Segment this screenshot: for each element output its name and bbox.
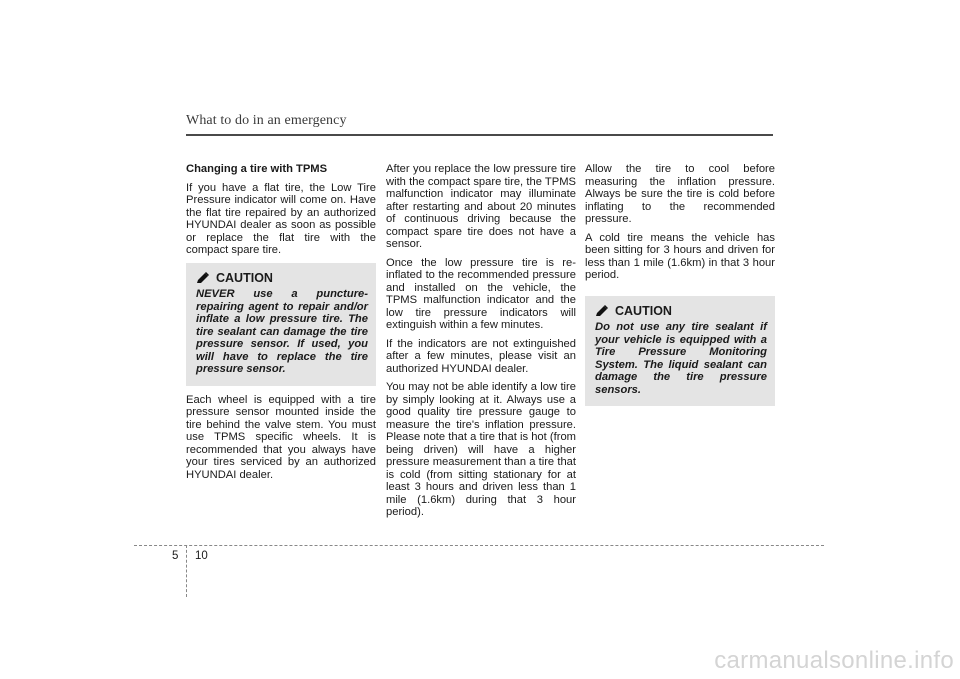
caution-header bbox=[595, 305, 767, 318]
paragraph: If the indicators are not extinguished after a few minutes, please visit an authorized HYUNDAI dealer. bbox=[386, 337, 576, 375]
paragraph: A cold tire means the vehicle has been sitting for 3 hours and driven for less than 1 mile (1.6km) in that 3 hour period. bbox=[585, 231, 775, 281]
footer-divider bbox=[186, 545, 187, 597]
paragraph: Once the low pressure tire is re-inflated to the recommended pressure and installed on the vehicle, the TPMS malfunction indicator and the low tire pressure indicators will extinguish within a few minutes. bbox=[386, 256, 576, 331]
column-2 bbox=[386, 163, 576, 525]
caution-box bbox=[186, 263, 376, 386]
column-3 bbox=[585, 163, 775, 414]
section-heading: Changing a tire with TPMS bbox=[186, 163, 328, 175]
column-1 bbox=[186, 163, 376, 487]
caution-header bbox=[196, 272, 368, 285]
paragraph: Allow the tire to cool before measuring the inflation pressure. Always be sure the tire is cold before inflating to the recommended pressure. bbox=[585, 163, 775, 225]
chapter-number: 5 bbox=[172, 550, 179, 562]
caution-box bbox=[585, 296, 775, 407]
caution-label: CAUTION bbox=[216, 270, 273, 285]
paragraph: Each wheel is equipped with a tire pressure sensor mounted inside the tire behind the valve stem. You must use TPMS specific wheels. It is recommended that you always have your tires serviced by an authorized HYUNDAI dealer. bbox=[186, 393, 376, 481]
page-number: 10 bbox=[195, 550, 208, 562]
footer-rule bbox=[134, 545, 824, 546]
paragraph: After you replace the low pressure tire with the compact spare tire, the TPMS malfunction indicator may illuminate after restarting and about 20 minutes of continuous driving because the compact spare tire does not have a sensor. bbox=[386, 163, 576, 250]
watermark: carmanualsonline.info bbox=[714, 647, 954, 674]
paragraph: If you have a flat tire, the Low Tire Pressure indicator will come on. Have the flat tire repaired by an authorized HYUNDAI dealer as soon as possible or replace the flat tire with the compact spare tire. bbox=[186, 181, 376, 256]
section-title: What to do in an emergency bbox=[186, 113, 347, 128]
caution-text: NEVER use a puncture-repairing agent to repair and/or inflate a low pressure tire. The tire sealant can damage the tire pressure sensor. If used, you will have to replace the tire pressure sensor. bbox=[196, 288, 368, 375]
header-rule bbox=[186, 134, 773, 136]
pencil-icon bbox=[196, 272, 210, 284]
caution-text: Do not use any tire sealant if your vehicle is equipped with a Tire Pressure Monitoring System. The liquid sealant can damage the tire pressure sensors. bbox=[595, 321, 767, 396]
caution-label: CAUTION bbox=[615, 303, 672, 318]
paragraph: You may not be able identify a low tire by simply looking at it. Always use a good quality tire pressure gauge to measure the tire's inflation pressure. Please note that a tire that is hot (from being driven) will have a higher pressure measurement than a tire that is cold (from sitting stationary for at least 3 hours and driven less than 1 mile (1.6km) during that 3 hour period). bbox=[386, 381, 576, 518]
pencil-icon bbox=[595, 305, 609, 317]
